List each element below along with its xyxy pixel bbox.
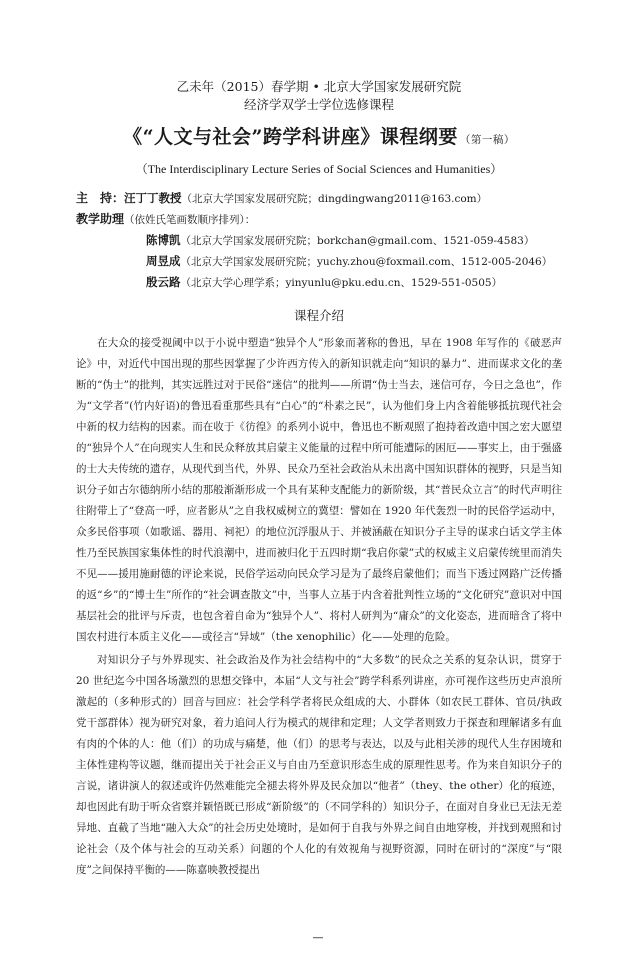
intro-paragraph: 在大众的接受视阈中以于小说中塑造“独异个人”形象而著称的鲁迅，早在 1908 年写作的《破恶声论》中，对近代中国出现的那些因掌握了少许西方传入的新知识就走向“知识的暴力”、进而谋求文化的垄断的“伪士”的批判，其实远胜过对于民俗“迷信”的批判——所谓“伪士当去，迷信可存，今日之急也”，作为“文学者”(竹内好语)的鲁迅看重那些具有“白心”的“朴素之民”，认为他们身上内含着能够抵抗现代社会中新的权力结构的因素。而在收于《彷徨》的系列小说中，鲁迅也不断观照了抱持着改造中国之宏大愿望的“独异个人”在向现实人生和民众释放其启蒙主义能量的过程中所可能遭际的困厄——事实上，由于强盛的士大夫传统的遗存，从现代到当代，外界、民众乃至社会政治从未出离中国知识群体的视野，只是当知识分子如古尔德纳所小结的那般渐渐形成一个具有某种支配能力的新阶级，其“普民众立言”的时代声明往往附带上了“登高一呼，应者影从”之自我权威树立的冀望：譬如在 1920 年代轰烈一时的民俗学运动中，众多民俗事项（如歌谣、器用、祠祀）的地位沉浮服从于、并被涵蔽在知识分子主导的谋求白话文学主体性乃至民族国家集体性的时代浪潮中，进而被归化于五四时期“我启你蒙”式的权威主义启蒙传统里而消失不见——援用施耐德的评论来说，民俗学运动向民众学习是为了最终启蒙他们；而当下透过网路广泛传播的返“乡”的“博士生”所作的“社会调查散文”中，当事人立基于内含着批判性立场的“文化研究”意识对中国基层社会的批评与斥责，也包含着自命为“独异个人”、将村人研判为“庸众”的文化姿态，进而暗含了将中国农村进行本质主义化——或径言“异域”（the xenophilic）化——处理的危险。 <box>76 337 562 643</box>
draft-note: （第一稿） <box>459 134 515 146</box>
assistant-row <box>76 251 562 272</box>
document-page <box>0 78 636 978</box>
course-title <box>76 124 562 153</box>
intro-paragraph: 对知识分子与外界现实、社会政治及作为社会结构中的“大多数”的民众之关系的复杂认识，贯穿于 20 世纪迄今中国各场激烈的思想交锋中，本届“人文与社会”跨学科系列讲座，亦可视作这些历史声浪所激起的（多种形式的）回音与回应：社会学科学者将民众组成的大、小群体（如农民工群体、官员/执政党干部群体）视为研究对象，着力追问人行为模式的规律和定理；人文学者则致力于探查和理解诸多有血有肉的个体的人：他（们）的功成与痛楚，他（们）的思考与表达，以及与此相关涉的现代人生存困境和主体性建构等议题，继而提出关于社会正义与自由乃至意识形态生成的原理性思考。作为来自知识分子的言说，诸讲演人的叙述或许仍然难能完全褪去将外界及民众加以“他者”（they、the other）化的痕迹，却也因此有助于听众省察并颖悟既已形成“新阶级”的（不同学科的）知识分子，在面对自身业已无法无差异地、直截了当地“融入大众”的社会历史处境时，是如何于自我与外界之间自由地穿梭，并找到观照和讨论社会（及个体与社会的互动关系）问题的个人化的有效视角与视野资源，同时在研讨的“深度”与“限度”之间保持平衡的——陈嘉映教授提出 <box>76 654 562 876</box>
document-header <box>76 78 562 178</box>
ta-row <box>76 209 562 230</box>
assistant-info: （北京大学国家发展研究院；borkchan@gmail.com、1521-059-4583） <box>180 235 535 247</box>
ta-note: （依姓氏笔画数顺序排列）： <box>124 214 256 226</box>
host-info: （北京大学国家发展研究院；dingdingwang2011@163.com） <box>181 193 488 205</box>
ta-label: 教学助理 <box>76 212 125 226</box>
page-number: — <box>312 931 324 944</box>
course-title-text: 《“人文与社会”跨学科讲座》课程纲要 <box>123 126 458 148</box>
assistant-info: （北京大学国家发展研究院；yuchy.zhou@foxmail.com、1512-005-2046） <box>180 256 553 268</box>
assistant-name: 殷云路 <box>146 275 181 289</box>
english-title: （The Interdisciplinary Lecture Series of Social Sciences and Humanities） <box>135 162 503 176</box>
assistant-row <box>76 230 562 251</box>
assistant-row <box>76 272 562 293</box>
host-name: 汪丁丁教授 <box>124 191 182 205</box>
staff-block <box>76 188 562 293</box>
semester-line: 乙未年（2015）春学期 • 北京大学国家发展研究院 <box>176 79 462 94</box>
intro-heading: 课程介绍 <box>293 308 344 323</box>
assistant-name: 周昱成 <box>146 254 181 268</box>
program-line: 经济学双学士学位选修课程 <box>243 97 394 112</box>
assistant-name: 陈博凯 <box>146 233 181 247</box>
host-row <box>76 188 562 209</box>
host-label: 主 持： <box>76 191 125 205</box>
assistant-info: （北京大学心理学系；yinyunlu@pku.edu.cn、1529-551-0505） <box>180 277 503 289</box>
